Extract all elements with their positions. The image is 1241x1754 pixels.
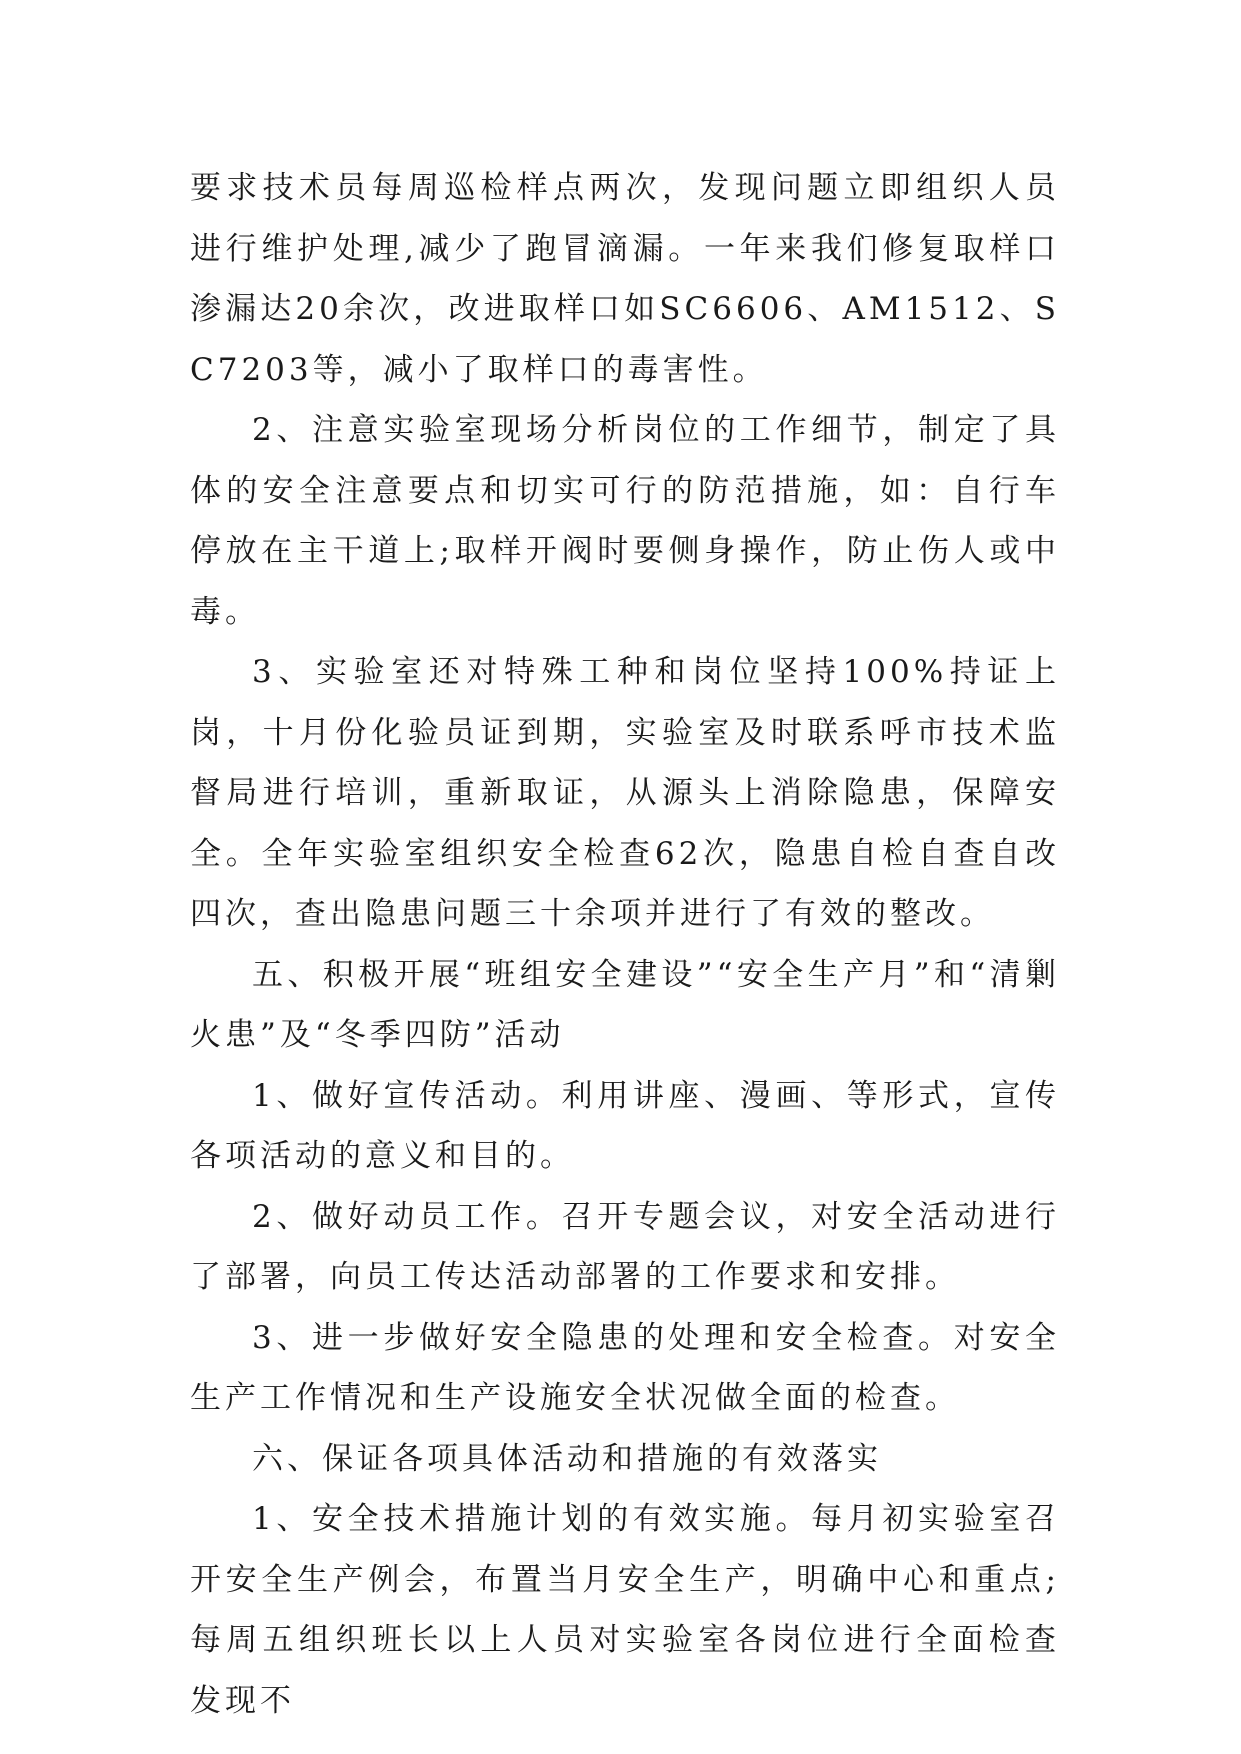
paragraph-item-3-certification: 3、实验室还对特殊工种和岗位坚持100%持证上岗，十月份化验员证到期，实验室及时联系呼市技术监督局进行培训，重新取证，从源头上消除隐患，保障安全。全年实验室组织安全检查62次，隐患自检自查自改四次，查出隐患问题三十余项并进行了有效的整改。: [190, 654, 1060, 932]
paragraph-item-1-safety-plan: 1、安全技术措施计划的有效实施。每月初实验室召开安全生产例会，布置当月安全生产，明确中心和重点;每周五组织班长以上人员对实验室各岗位进行全面检查发现不: [190, 1501, 1060, 1719]
section-heading-six: 六、保证各项具体活动和措施的有效落实: [252, 1440, 882, 1477]
section-heading-five: 五、积极开展“班组安全建设”“安全生产月”和“清剿火患”及“冬季四防”活动: [190, 956, 1060, 1053]
document-body: [190, 158, 1060, 1731]
paragraph-continuation-sampling: 要求技术员每周巡检样点两次，发现问题立即组织人员进行维护处理,减少了跑冒滴漏。一年来我们修复取样口渗漏达20余次，改进取样口如SC6606、AM1512、SC7203等，减小了取样口的毒害性。: [190, 170, 1060, 388]
paragraph-item-3-inspection: 3、进一步做好安全隐患的处理和安全检查。对安全生产工作情况和生产设施安全状况做全面的检查。: [190, 1319, 1060, 1416]
paragraph-item-1-publicity: 1、做好宣传活动。利用讲座、漫画、等形式，宣传各项活动的意义和目的。: [190, 1077, 1060, 1174]
paragraph-item-2-mobilization: 2、做好动员工作。召开专题会议，对安全活动进行了部署，向员工传达活动部署的工作要求和安排。: [190, 1198, 1060, 1295]
paragraph-item-2-lab-details: 2、注意实验室现场分析岗位的工作细节，制定了具体的安全注意要点和切实可行的防范措施，如：自行车停放在主干道上;取样开阀时要侧身操作，防止伤人或中毒。: [190, 412, 1060, 630]
